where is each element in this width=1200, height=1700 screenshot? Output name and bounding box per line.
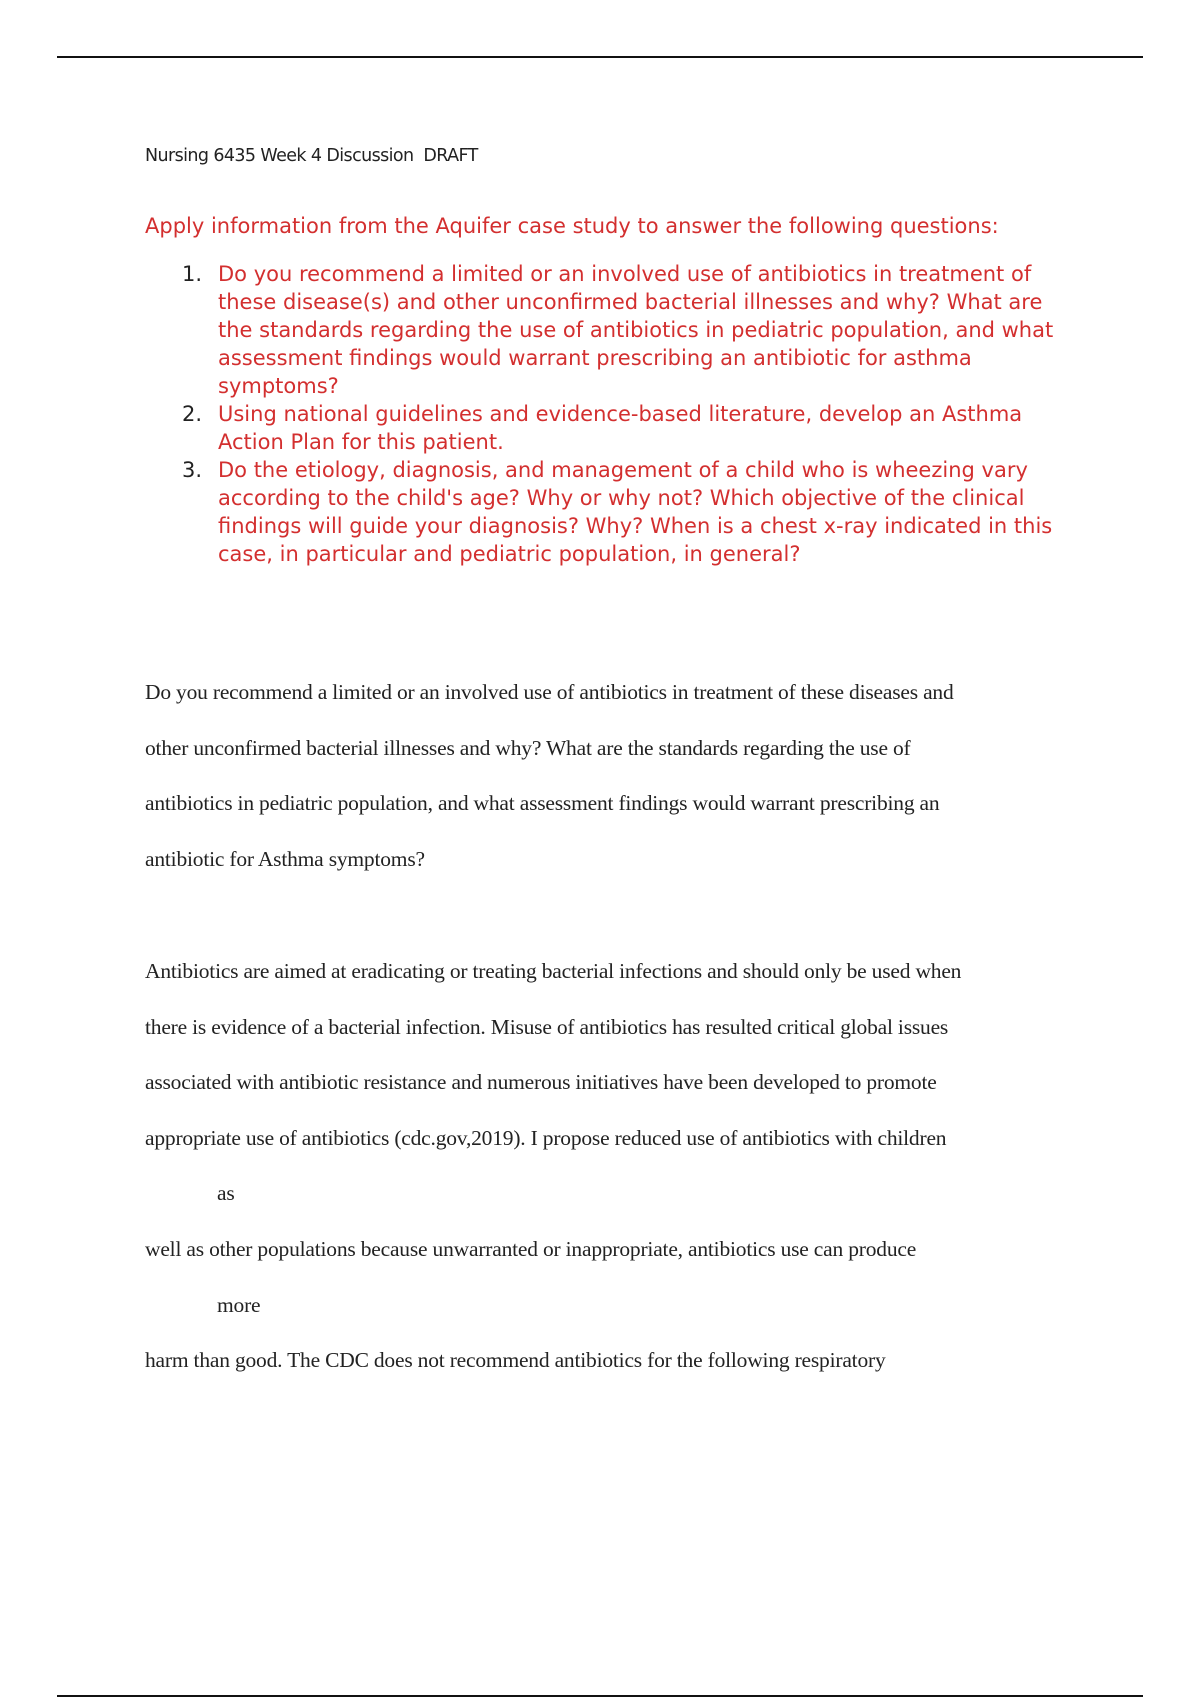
question-item xyxy=(145,400,1078,456)
body-line: there is evidence of a bacterial infection. Misuse of antibiotics has resulted critical global issues xyxy=(145,1015,949,1039)
question-number: 1. xyxy=(182,262,203,286)
top-rule xyxy=(57,56,1143,58)
question-number: 2. xyxy=(182,402,203,426)
question-number: 3. xyxy=(182,458,203,482)
bottom-rule xyxy=(57,1695,1143,1697)
body-line: associated with antibiotic resistance and numerous initiatives have been developed to promote xyxy=(145,1070,937,1094)
question-text: Do the etiology, diagnosis, and management of a child who is wheezing vary according to the child's age? Why or why not? Which objective of the clinical findings will guide your diagnosis? Why? When is a chest x-ray indicated in this case, in particular and pediatric population, in general? xyxy=(218,458,1053,566)
body-line: as xyxy=(217,1181,235,1205)
body-line: Do you recommend a limited or an involved use of antibiotics in treatment of these diseases and xyxy=(145,680,954,704)
assignment-prompt xyxy=(145,212,1085,568)
question-item xyxy=(145,456,1078,568)
question-text: Do you recommend a limited or an involved use of antibiotics in treatment of these disease(s) and other unconfirmed bacterial illnesses and why? What are the standards regarding the use of antibiotics in pediatric population, and what assessment findings would warrant prescribing an antibiotic for asthma symptoms? xyxy=(218,262,1054,398)
body-line: well as other populations because unwarranted or inappropriate, antibiotics use can produce xyxy=(145,1237,917,1261)
body-line: appropriate use of antibiotics (cdc.gov,2019). I propose reduced use of antibiotics with children xyxy=(145,1126,947,1150)
document-header: Nursing 6435 Week 4 Discussion DRAFT xyxy=(145,146,478,166)
body-line: harm than good. The CDC does not recommend antibiotics for the following respiratory xyxy=(145,1348,886,1372)
prompt-intro: Apply information from the Aquifer case study to answer the following questions: xyxy=(145,214,999,238)
body-line: antibiotic for Asthma symptoms? xyxy=(145,847,425,871)
question-item xyxy=(145,260,1078,400)
question-text: Using national guidelines and evidence-based literature, develop an Asthma Action Plan for this patient. xyxy=(218,402,1023,454)
question-list xyxy=(145,260,1085,568)
body-line: other unconfirmed bacterial illnesses and why? What are the standards regarding the use of xyxy=(145,736,911,760)
body-line: more xyxy=(217,1293,261,1317)
body-line: Antibiotics are aimed at eradicating or treating bacterial infections and should only be used when xyxy=(145,959,962,983)
body-line: antibiotics in pediatric population, and what assessment findings would warrant prescribing an xyxy=(145,791,940,815)
